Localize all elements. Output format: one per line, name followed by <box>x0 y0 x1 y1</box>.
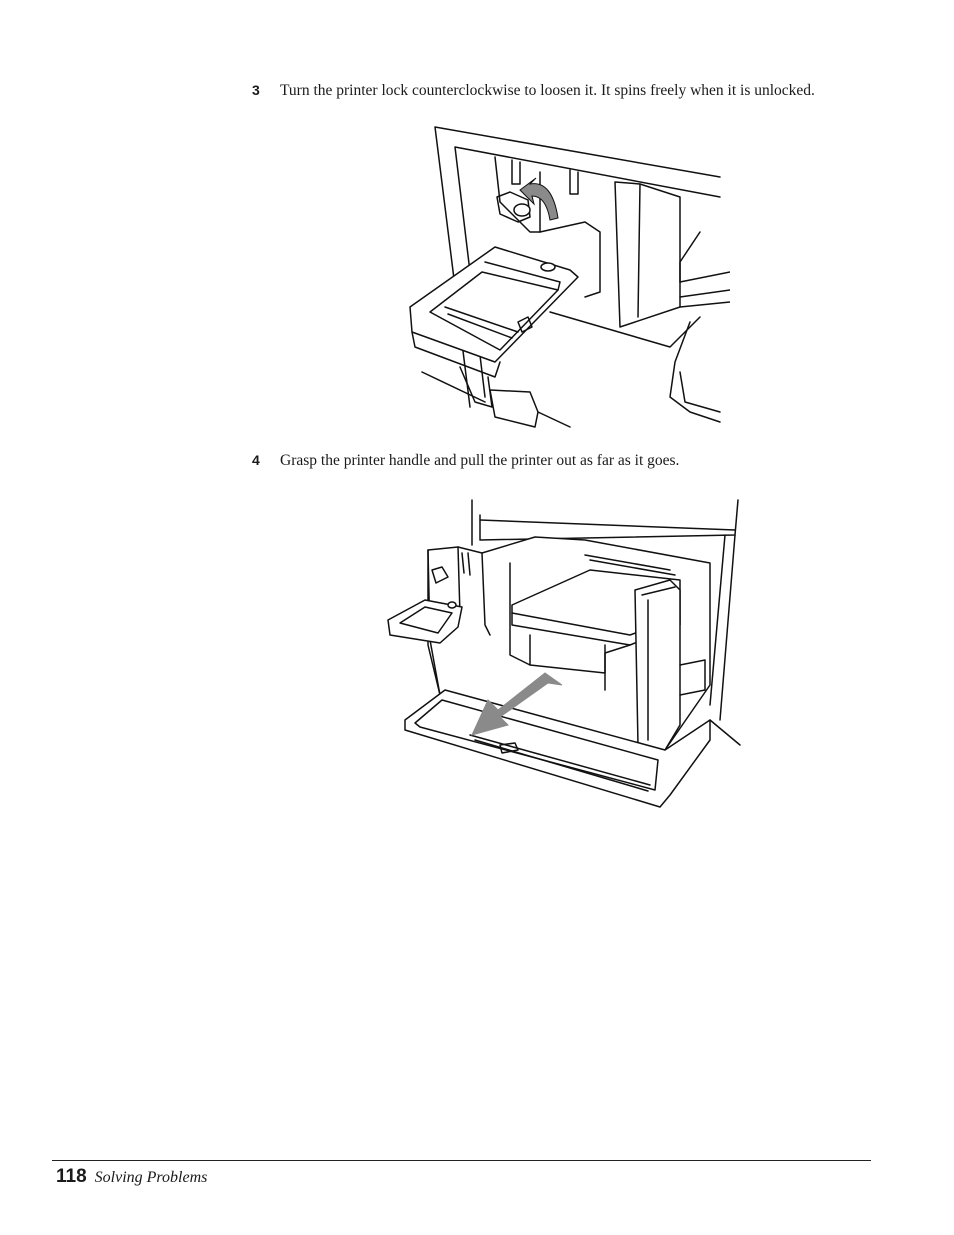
step-text: Grasp the printer handle and pull the printer out as far as it goes. <box>280 452 680 469</box>
step-text: Turn the printer lock counterclockwise to loosen it. It spins freely when it is unlocked. <box>280 82 815 99</box>
step-number: 4 <box>252 452 260 468</box>
step-number: 3 <box>252 82 260 98</box>
step-4 <box>252 450 679 471</box>
footer-rule <box>52 1160 871 1161</box>
page-number: 118 <box>56 1166 87 1187</box>
page-footer <box>56 1166 207 1188</box>
section-title: Solving Problems <box>94 1169 208 1186</box>
step-3 <box>252 80 815 101</box>
printer-lock-illustration <box>400 122 730 432</box>
pull-printer-illustration <box>380 495 750 815</box>
